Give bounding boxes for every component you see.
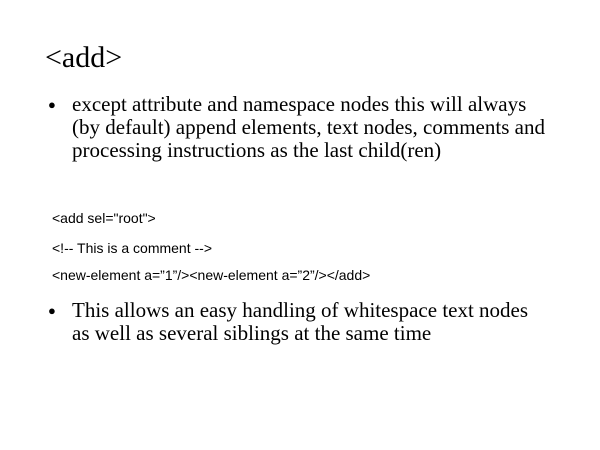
code-line: <add sel="root">: [52, 210, 156, 226]
slide-title: <add>: [45, 41, 123, 74]
bullet-item: [48, 299, 548, 345]
bullet-icon: ●: [48, 303, 56, 318]
code-line: <new-element a=”1”/><new-element a=”2”/></add>: [52, 267, 371, 283]
bullet-icon: ●: [48, 97, 56, 112]
code-line: <!-- This is a comment -->: [52, 240, 213, 256]
bullet-text: This allows an easy handling of whitespace text nodes as well as several siblings at the same time: [72, 298, 529, 345]
bullet-text: except attribute and namespace nodes this will always (by default) append elements, text nodes, comments and processing instructions as the last child(ren): [72, 92, 545, 162]
bullet-item: [48, 93, 548, 162]
